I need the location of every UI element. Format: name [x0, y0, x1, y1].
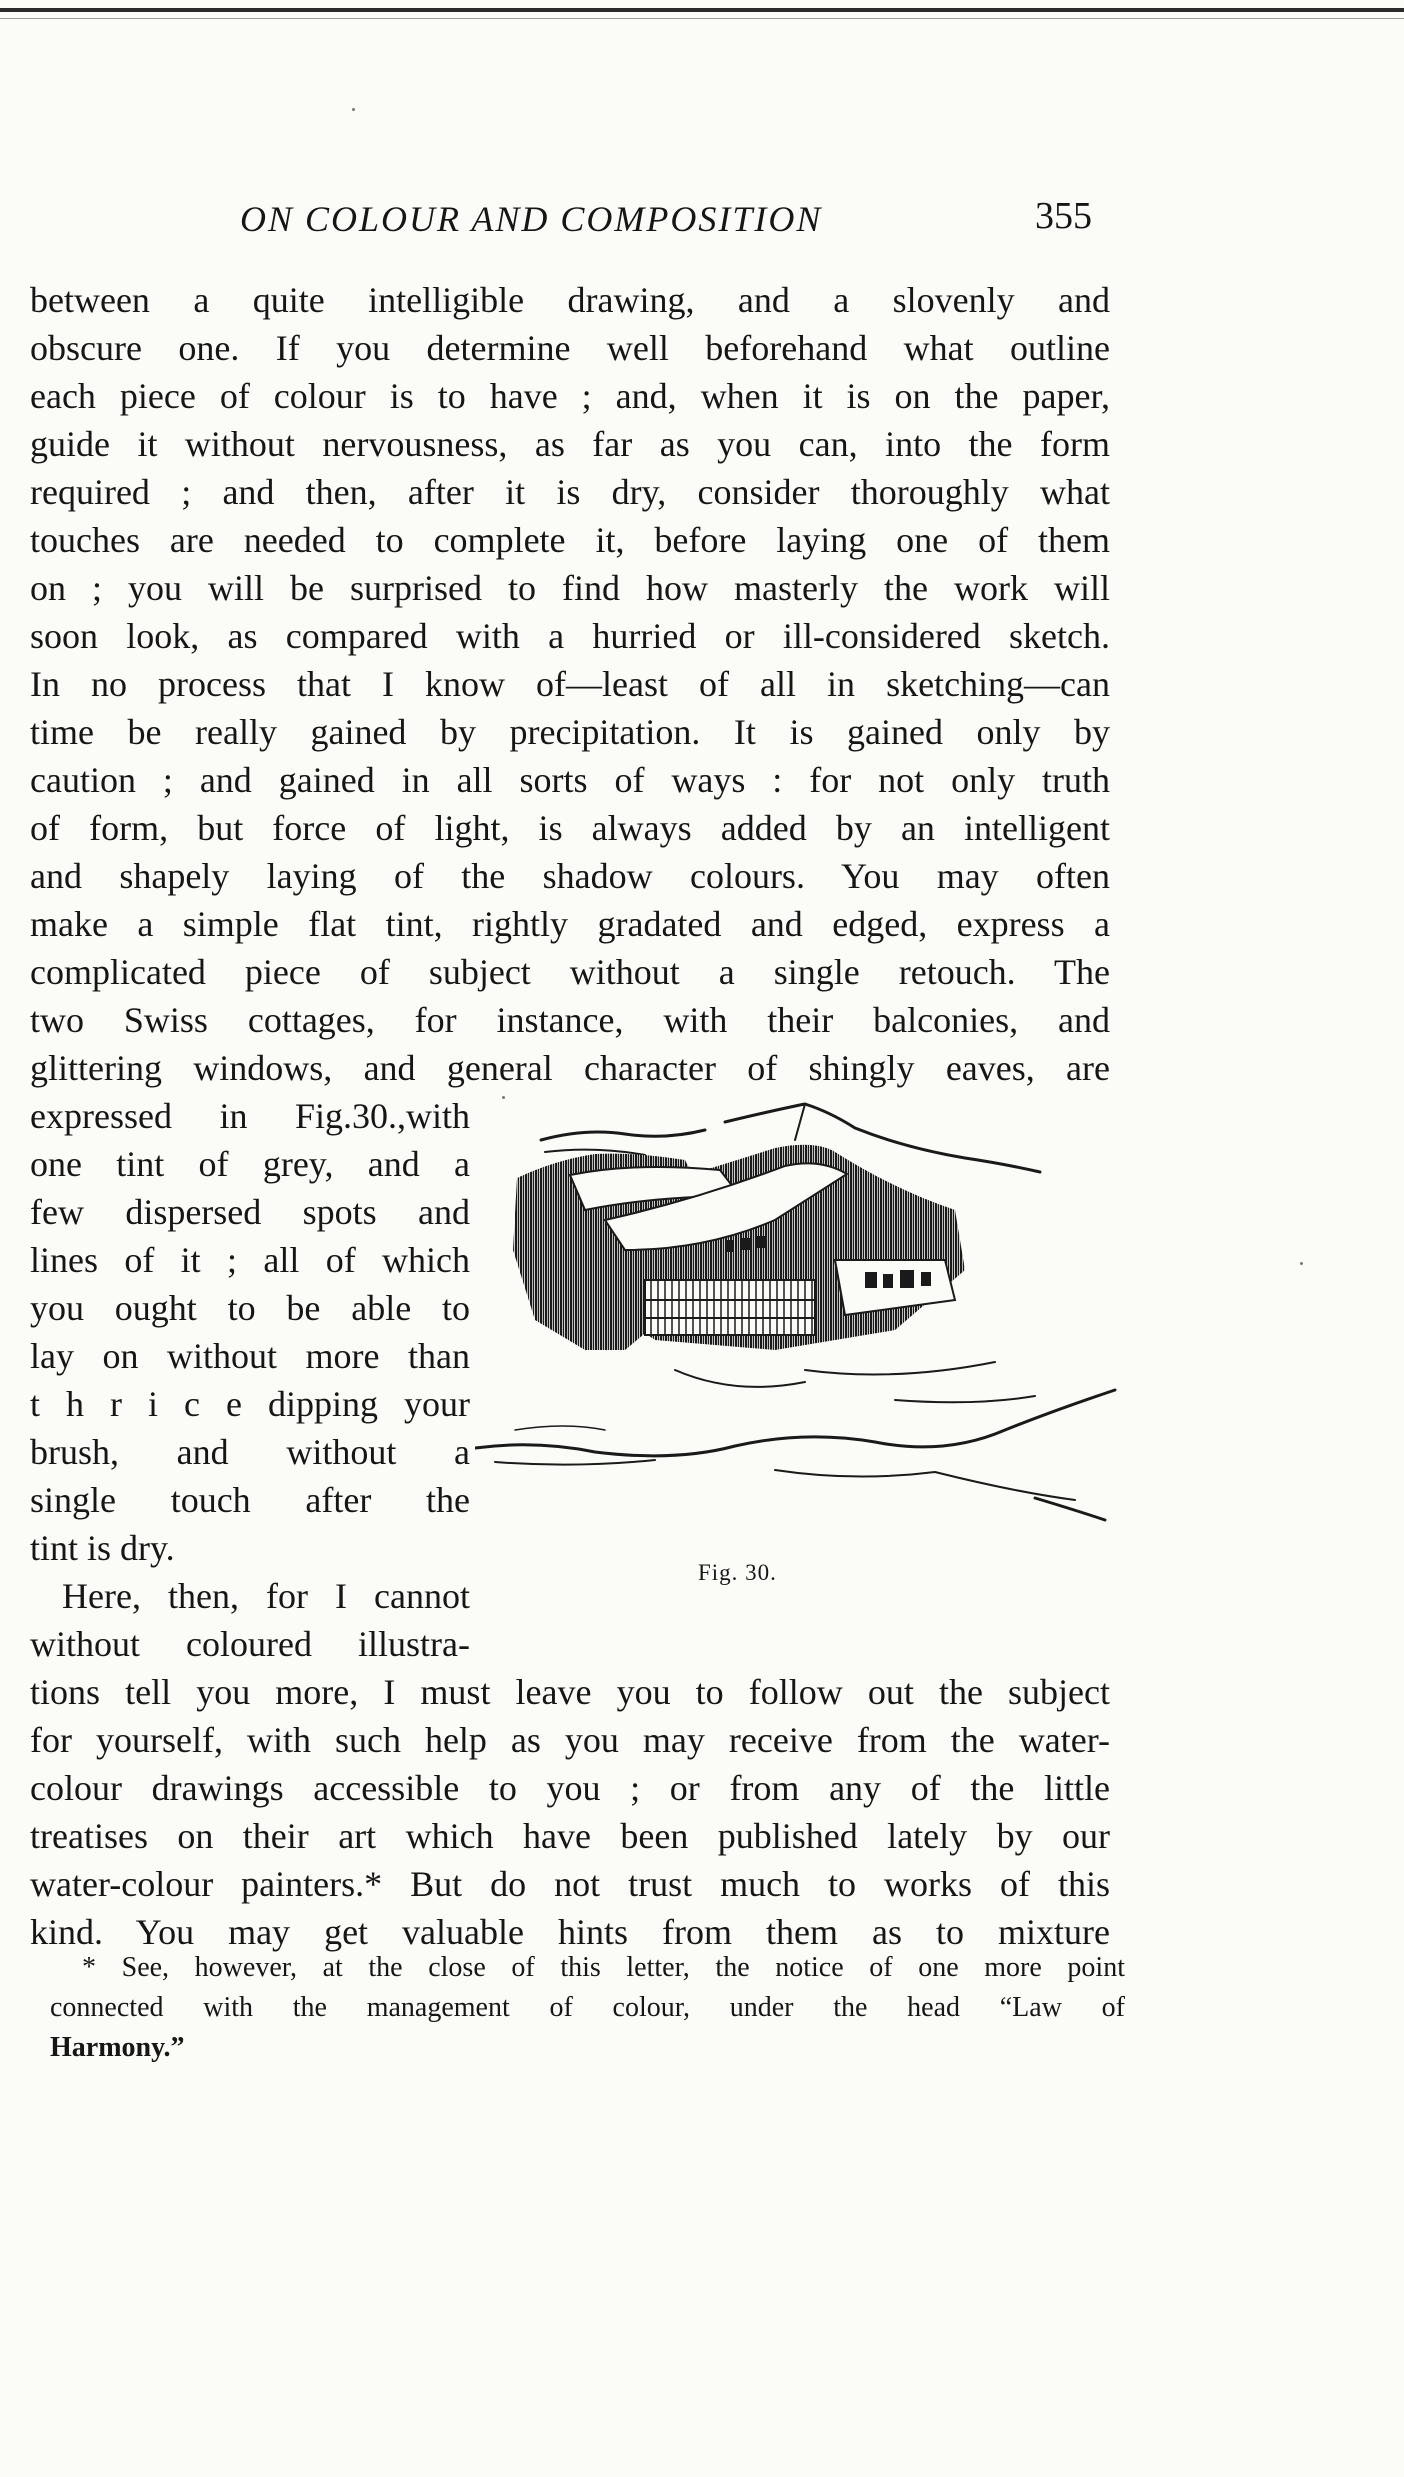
body-line: guide it without nervousness, as far as you can, into the form [30, 424, 1110, 464]
body-line: and shapely laying of the shadow colours. You may often [30, 856, 1110, 896]
column-line: you ought to be able to [30, 1288, 470, 1328]
body-line: treatises on their art which have been published lately by our [30, 1816, 1110, 1856]
body-line: make a simple flat tint, rightly gradated and edged, express a [30, 904, 1110, 944]
column-line: Here, then, for I cannot [62, 1576, 470, 1616]
page-number: 355 [1035, 195, 1092, 237]
body-line: glittering windows, and general character of shingly eaves, are [30, 1048, 1110, 1088]
column-line: lay on without more than [30, 1336, 470, 1376]
footnote-line: * See, however, at the close of this letter, the notice of one more point [82, 1952, 1125, 1983]
running-head: ON COLOUR AND COMPOSITION [240, 199, 823, 239]
column-line: brush, and without a [30, 1432, 470, 1472]
body-line: soon look, as compared with a hurried or ill-considered sketch. [30, 616, 1110, 656]
column-line: tint is dry. [30, 1528, 175, 1568]
figure-caption: Fig. 30. [698, 1560, 777, 1585]
body-line: touches are needed to complete it, before laying one of them [30, 520, 1110, 560]
body-line: obscure one. If you determine well beforehand what outline [30, 328, 1110, 368]
body-line: two Swiss cottages, for instance, with their balconies, and [30, 1000, 1110, 1040]
column-line: one tint of grey, and a [30, 1144, 470, 1184]
swiss-cottages-illustration [475, 1100, 1125, 1545]
paper-speck [352, 108, 355, 111]
paper-speck [502, 1096, 505, 1099]
column-line: few dispersed spots and [30, 1192, 470, 1232]
column-line: expressed in Fig.30.,with [30, 1096, 470, 1136]
body-line: each piece of colour is to have ; and, when it is on the paper, [30, 376, 1110, 416]
top-rule [0, 8, 1404, 12]
body-line: complicated piece of subject without a single retouch. The [30, 952, 1110, 992]
column-line: single touch after the [30, 1480, 470, 1520]
lower-balcony [645, 1280, 815, 1335]
body-line: for yourself, with such help as you may receive from the water- [30, 1720, 1110, 1760]
body-line: time be really gained by precipitation. It is gained only by [30, 712, 1110, 752]
body-line: In no process that I know of—least of all in sketching—can [30, 664, 1110, 704]
paper-speck [1300, 1262, 1303, 1265]
body-line: water-colour painters.* But do not trust much to works of this [30, 1864, 1110, 1904]
body-line: required ; and then, after it is dry, consider thoroughly what [30, 472, 1110, 512]
body-line: of form, but force of light, is always added by an intelligent [30, 808, 1110, 848]
body-line: kind. You may get valuable hints from them as to mixture [30, 1912, 1110, 1952]
body-line: on ; you will be surprised to find how masterly the work will [30, 568, 1110, 608]
column-line: without coloured illustra- [30, 1624, 470, 1664]
body-line: caution ; and gained in all sorts of ways : for not only truth [30, 760, 1110, 800]
footnote-line: connected with the management of colour, under the head “Law of [50, 1992, 1125, 2023]
body-line: between a quite intelligible drawing, and a slovenly and [30, 280, 1110, 320]
column-line: lines of it ; all of which [30, 1240, 470, 1280]
footnote-line: Harmony.” [50, 2032, 185, 2063]
top-rule-thin [0, 18, 1404, 19]
body-line: tions tell you more, I must leave you to follow out the subject [30, 1672, 1110, 1712]
body-line: colour drawings accessible to you ; or from any of the little [30, 1768, 1110, 1808]
column-line: t h r i c e dipping your [30, 1384, 470, 1424]
